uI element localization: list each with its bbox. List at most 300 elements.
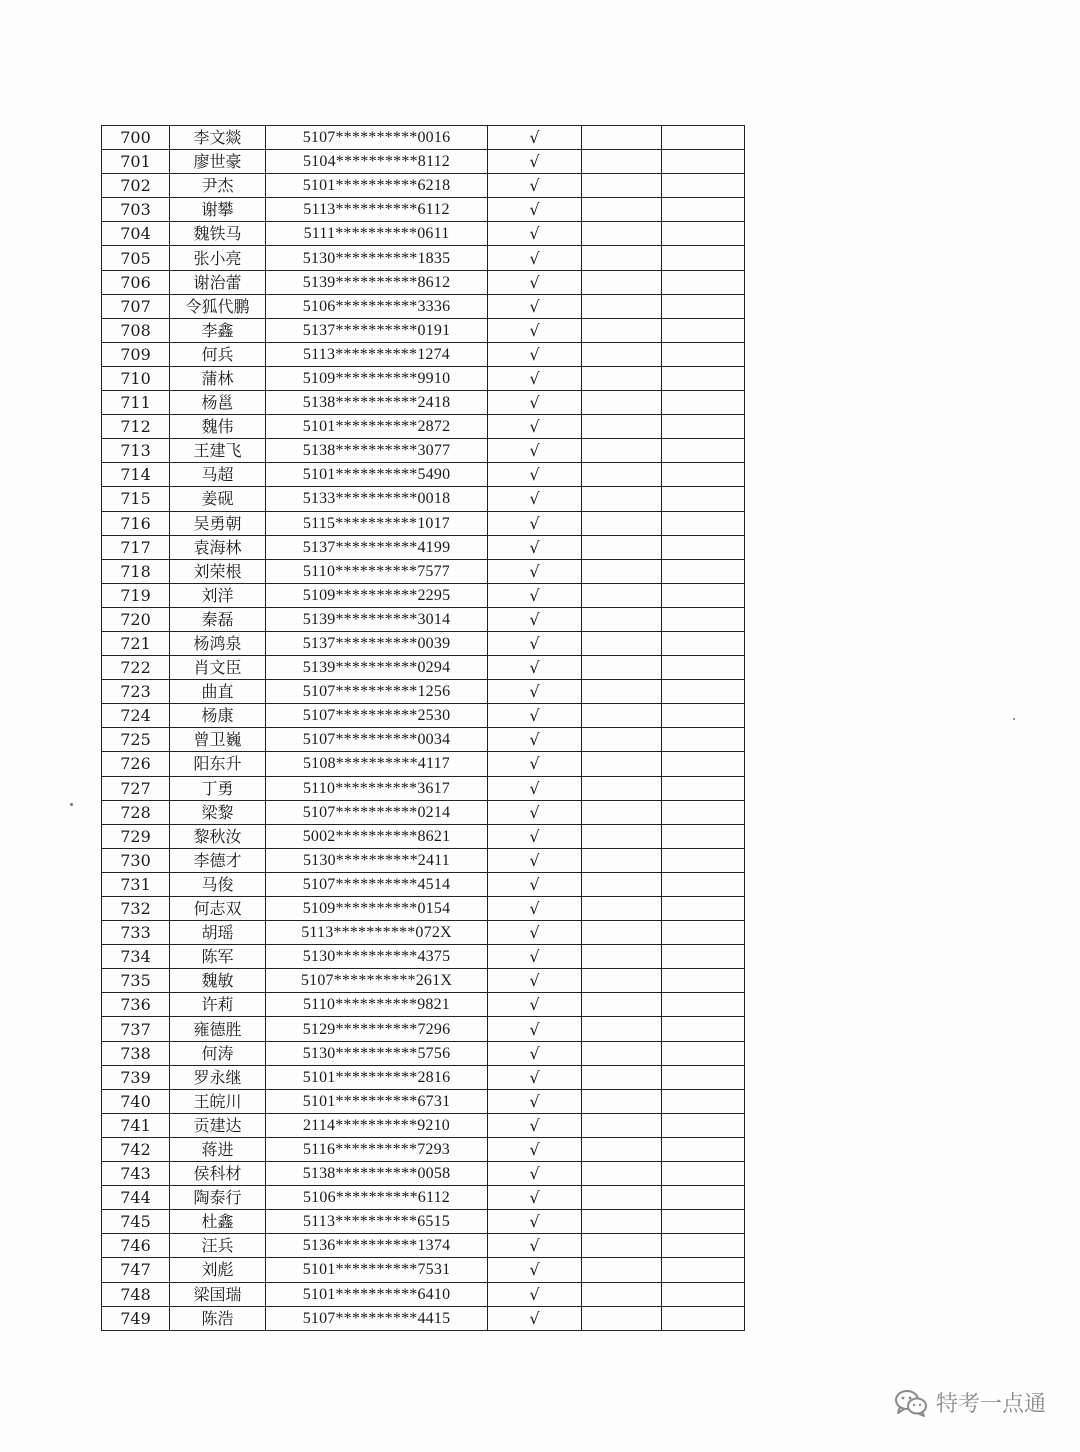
row-number: 707 (102, 294, 170, 318)
row-number: 736 (102, 993, 170, 1017)
row-number: 713 (102, 439, 170, 463)
table-row (102, 656, 745, 680)
row-number: 733 (102, 921, 170, 945)
table-row (102, 535, 745, 559)
id-number: 5130**********4375 (266, 945, 488, 969)
empty-cell (582, 921, 662, 945)
empty-cell (582, 1234, 662, 1258)
candidate-name: 谢攀 (170, 198, 266, 222)
check-mark: √ (488, 1065, 582, 1089)
check-mark: √ (488, 511, 582, 535)
check-mark: √ (488, 487, 582, 511)
empty-cell (582, 848, 662, 872)
table-row (102, 993, 745, 1017)
empty-cell (662, 1113, 745, 1137)
check-mark: √ (488, 366, 582, 390)
empty-cell (662, 222, 745, 246)
id-number: 5002**********8621 (266, 824, 488, 848)
empty-cell (582, 728, 662, 752)
table-row (102, 848, 745, 872)
candidate-name: 杨康 (170, 704, 266, 728)
check-mark: √ (488, 559, 582, 583)
table-row (102, 366, 745, 390)
id-number: 5106**********6112 (266, 1186, 488, 1210)
empty-cell (582, 583, 662, 607)
id-number: 5101**********7531 (266, 1258, 488, 1282)
candidate-name: 何志双 (170, 897, 266, 921)
empty-cell (662, 704, 745, 728)
check-mark: √ (488, 848, 582, 872)
id-number: 5110**********9821 (266, 993, 488, 1017)
id-number: 5138**********2418 (266, 391, 488, 415)
candidate-name: 何涛 (170, 1041, 266, 1065)
table-row (102, 511, 745, 535)
id-number: 5107**********0214 (266, 800, 488, 824)
empty-cell (662, 126, 745, 150)
empty-cell (582, 1258, 662, 1282)
check-mark: √ (488, 535, 582, 559)
empty-cell (582, 1089, 662, 1113)
id-number: 5109**********0154 (266, 897, 488, 921)
check-mark: √ (488, 294, 582, 318)
candidate-name: 丁勇 (170, 776, 266, 800)
candidate-name: 蒲林 (170, 366, 266, 390)
check-mark: √ (488, 872, 582, 896)
id-number: 5107**********2530 (266, 704, 488, 728)
row-number: 748 (102, 1282, 170, 1306)
id-number: 5139**********8612 (266, 270, 488, 294)
table-row (102, 246, 745, 270)
row-number: 745 (102, 1210, 170, 1234)
row-number: 732 (102, 897, 170, 921)
empty-cell (582, 1210, 662, 1234)
empty-cell (662, 1210, 745, 1234)
row-number: 716 (102, 511, 170, 535)
row-number: 719 (102, 583, 170, 607)
id-number: 5133**********0018 (266, 487, 488, 511)
check-mark: √ (488, 631, 582, 655)
candidate-name: 刘荣根 (170, 559, 266, 583)
empty-cell (582, 945, 662, 969)
row-number: 746 (102, 1234, 170, 1258)
candidate-table (101, 125, 745, 1331)
check-mark: √ (488, 800, 582, 824)
check-mark: √ (488, 270, 582, 294)
empty-cell (582, 607, 662, 631)
row-number: 722 (102, 656, 170, 680)
scan-speck (70, 803, 73, 806)
candidate-name: 魏敏 (170, 969, 266, 993)
row-number: 737 (102, 1017, 170, 1041)
id-number: 5101**********2816 (266, 1065, 488, 1089)
empty-cell (582, 656, 662, 680)
check-mark: √ (488, 752, 582, 776)
id-number: 5110**********7577 (266, 559, 488, 583)
check-mark: √ (488, 1234, 582, 1258)
check-mark: √ (488, 1113, 582, 1137)
id-number: 5101**********2872 (266, 415, 488, 439)
candidate-name: 曲直 (170, 680, 266, 704)
check-mark: √ (488, 680, 582, 704)
table-row (102, 704, 745, 728)
empty-cell (582, 1306, 662, 1330)
row-number: 724 (102, 704, 170, 728)
row-number: 711 (102, 391, 170, 415)
id-number: 5107**********4415 (266, 1306, 488, 1330)
empty-cell (662, 1089, 745, 1113)
candidate-name: 黎秋汝 (170, 824, 266, 848)
row-number: 718 (102, 559, 170, 583)
id-number: 5130**********1835 (266, 246, 488, 270)
empty-cell (662, 1137, 745, 1161)
row-number: 715 (102, 487, 170, 511)
check-mark: √ (488, 463, 582, 487)
empty-cell (662, 1017, 745, 1041)
row-number: 723 (102, 680, 170, 704)
row-number: 735 (102, 969, 170, 993)
id-number: 5108**********4117 (266, 752, 488, 776)
row-number: 705 (102, 246, 170, 270)
candidate-name: 梁黎 (170, 800, 266, 824)
id-number: 5136**********1374 (266, 1234, 488, 1258)
candidate-name: 罗永继 (170, 1065, 266, 1089)
empty-cell (582, 174, 662, 198)
check-mark: √ (488, 704, 582, 728)
table-row (102, 872, 745, 896)
empty-cell (582, 1186, 662, 1210)
candidate-name: 李鑫 (170, 318, 266, 342)
candidate-name: 蒋进 (170, 1137, 266, 1161)
row-number: 741 (102, 1113, 170, 1137)
empty-cell (662, 969, 745, 993)
empty-cell (662, 366, 745, 390)
empty-cell (582, 222, 662, 246)
check-mark: √ (488, 391, 582, 415)
check-mark: √ (488, 945, 582, 969)
id-number: 5113**********1274 (266, 342, 488, 366)
candidate-name: 秦磊 (170, 607, 266, 631)
empty-cell (662, 246, 745, 270)
row-number: 725 (102, 728, 170, 752)
candidate-name: 何兵 (170, 342, 266, 366)
table-row (102, 1258, 745, 1282)
empty-cell (662, 1065, 745, 1089)
check-mark: √ (488, 1306, 582, 1330)
empty-cell (662, 824, 745, 848)
row-number: 704 (102, 222, 170, 246)
empty-cell (582, 1017, 662, 1041)
table-row (102, 1041, 745, 1065)
row-number: 709 (102, 342, 170, 366)
empty-cell (582, 993, 662, 1017)
id-number: 5138**********3077 (266, 439, 488, 463)
check-mark: √ (488, 150, 582, 174)
empty-cell (582, 1065, 662, 1089)
candidate-name: 杨邕 (170, 391, 266, 415)
check-mark: √ (488, 415, 582, 439)
table-row (102, 752, 745, 776)
row-number: 747 (102, 1258, 170, 1282)
empty-cell (582, 1041, 662, 1065)
id-number: 5101**********5490 (266, 463, 488, 487)
candidate-name: 王皖川 (170, 1089, 266, 1113)
empty-cell (662, 583, 745, 607)
empty-cell (662, 150, 745, 174)
id-number: 5104**********8112 (266, 150, 488, 174)
id-number: 5129**********7296 (266, 1017, 488, 1041)
row-number: 712 (102, 415, 170, 439)
table-row (102, 294, 745, 318)
table-row (102, 1137, 745, 1161)
table-row (102, 126, 745, 150)
empty-cell (662, 1162, 745, 1186)
candidate-name: 王建飞 (170, 439, 266, 463)
check-mark: √ (488, 1017, 582, 1041)
empty-cell (582, 439, 662, 463)
table-row (102, 222, 745, 246)
empty-cell (662, 728, 745, 752)
table-row (102, 897, 745, 921)
empty-cell (662, 848, 745, 872)
check-mark: √ (488, 607, 582, 631)
id-number: 5115**********1017 (266, 511, 488, 535)
id-number: 2114**********9210 (266, 1113, 488, 1137)
table-row (102, 1017, 745, 1041)
table-row (102, 1306, 745, 1330)
empty-cell (662, 511, 745, 535)
check-mark: √ (488, 1162, 582, 1186)
wechat-icon (894, 1388, 928, 1418)
check-mark: √ (488, 342, 582, 366)
id-number: 5137**********0039 (266, 631, 488, 655)
table-row (102, 583, 745, 607)
candidate-name: 李德才 (170, 848, 266, 872)
empty-cell (662, 607, 745, 631)
empty-cell (662, 993, 745, 1017)
empty-cell (582, 872, 662, 896)
candidate-name: 雍德胜 (170, 1017, 266, 1041)
row-number: 700 (102, 126, 170, 150)
empty-cell (582, 342, 662, 366)
empty-cell (662, 752, 745, 776)
check-mark: √ (488, 897, 582, 921)
row-number: 728 (102, 800, 170, 824)
empty-cell (582, 246, 662, 270)
check-mark: √ (488, 583, 582, 607)
check-mark: √ (488, 318, 582, 342)
row-number: 717 (102, 535, 170, 559)
check-mark: √ (488, 174, 582, 198)
row-number: 731 (102, 872, 170, 896)
empty-cell (662, 945, 745, 969)
empty-cell (662, 1041, 745, 1065)
empty-cell (582, 776, 662, 800)
candidate-name: 尹杰 (170, 174, 266, 198)
empty-cell (662, 270, 745, 294)
row-number: 729 (102, 824, 170, 848)
empty-cell (662, 415, 745, 439)
table-row (102, 776, 745, 800)
empty-cell (582, 969, 662, 993)
candidate-name: 贡建达 (170, 1113, 266, 1137)
watermark (894, 1387, 1046, 1418)
table-row (102, 680, 745, 704)
candidate-table-body (102, 126, 745, 1331)
id-number: 5113**********072X (266, 921, 488, 945)
candidate-name: 侯科材 (170, 1162, 266, 1186)
row-number: 727 (102, 776, 170, 800)
empty-cell (582, 318, 662, 342)
row-number: 726 (102, 752, 170, 776)
row-number: 744 (102, 1186, 170, 1210)
check-mark: √ (488, 656, 582, 680)
id-number: 5137**********4199 (266, 535, 488, 559)
empty-cell (582, 487, 662, 511)
empty-cell (582, 535, 662, 559)
candidate-name: 马俊 (170, 872, 266, 896)
empty-cell (662, 680, 745, 704)
table-row (102, 1234, 745, 1258)
candidate-name: 陈军 (170, 945, 266, 969)
candidate-name: 胡瑶 (170, 921, 266, 945)
candidate-name: 陶泰行 (170, 1186, 266, 1210)
table-row (102, 342, 745, 366)
candidate-name: 吴勇朝 (170, 511, 266, 535)
id-number: 5137**********0191 (266, 318, 488, 342)
empty-cell (582, 511, 662, 535)
candidate-name: 阳东升 (170, 752, 266, 776)
row-number: 720 (102, 607, 170, 631)
table-row (102, 1089, 745, 1113)
empty-cell (582, 631, 662, 655)
id-number: 5130**********5756 (266, 1041, 488, 1065)
empty-cell (662, 318, 745, 342)
empty-cell (662, 487, 745, 511)
empty-cell (582, 415, 662, 439)
table-row (102, 1210, 745, 1234)
id-number: 5101**********6731 (266, 1089, 488, 1113)
candidate-name: 汪兵 (170, 1234, 266, 1258)
row-number: 701 (102, 150, 170, 174)
candidate-name: 李文燚 (170, 126, 266, 150)
empty-cell (662, 656, 745, 680)
candidate-name: 魏铁马 (170, 222, 266, 246)
empty-cell (662, 342, 745, 366)
id-number: 5139**********0294 (266, 656, 488, 680)
id-number: 5109**********9910 (266, 366, 488, 390)
id-number: 5107**********4514 (266, 872, 488, 896)
empty-cell (662, 463, 745, 487)
candidate-name: 袁海林 (170, 535, 266, 559)
candidate-name: 姜砚 (170, 487, 266, 511)
empty-cell (662, 776, 745, 800)
empty-cell (582, 680, 662, 704)
candidate-name: 陈浩 (170, 1306, 266, 1330)
table-row (102, 415, 745, 439)
row-number: 714 (102, 463, 170, 487)
table-row (102, 439, 745, 463)
table-row (102, 1186, 745, 1210)
empty-cell (582, 150, 662, 174)
empty-cell (582, 1282, 662, 1306)
table-row (102, 559, 745, 583)
table-row (102, 318, 745, 342)
table-row (102, 1065, 745, 1089)
table-row (102, 607, 745, 631)
id-number: 5130**********2411 (266, 848, 488, 872)
table-row (102, 270, 745, 294)
empty-cell (582, 559, 662, 583)
id-number: 5107**********1256 (266, 680, 488, 704)
candidate-name: 廖世豪 (170, 150, 266, 174)
empty-cell (582, 1137, 662, 1161)
id-number: 5106**********3336 (266, 294, 488, 318)
empty-cell (662, 294, 745, 318)
empty-cell (582, 366, 662, 390)
check-mark: √ (488, 222, 582, 246)
candidate-name: 刘彪 (170, 1258, 266, 1282)
empty-cell (662, 1234, 745, 1258)
candidate-name: 肖文臣 (170, 656, 266, 680)
check-mark: √ (488, 776, 582, 800)
table-row (102, 800, 745, 824)
id-number: 5101**********6410 (266, 1282, 488, 1306)
candidate-name: 梁国瑞 (170, 1282, 266, 1306)
row-number: 730 (102, 848, 170, 872)
table-row (102, 174, 745, 198)
id-number: 5113**********6112 (266, 198, 488, 222)
check-mark: √ (488, 246, 582, 270)
check-mark: √ (488, 198, 582, 222)
candidate-name: 刘洋 (170, 583, 266, 607)
table-row (102, 391, 745, 415)
row-number: 708 (102, 318, 170, 342)
table-row (102, 487, 745, 511)
check-mark: √ (488, 1258, 582, 1282)
empty-cell (662, 559, 745, 583)
empty-cell (662, 1258, 745, 1282)
empty-cell (662, 1186, 745, 1210)
empty-cell (662, 439, 745, 463)
check-mark: √ (488, 1041, 582, 1065)
empty-cell (582, 897, 662, 921)
check-mark: √ (488, 1089, 582, 1113)
empty-cell (582, 198, 662, 222)
check-mark: √ (488, 728, 582, 752)
empty-cell (582, 800, 662, 824)
row-number: 734 (102, 945, 170, 969)
check-mark: √ (488, 439, 582, 463)
check-mark: √ (488, 993, 582, 1017)
table-row (102, 945, 745, 969)
empty-cell (582, 294, 662, 318)
empty-cell (582, 391, 662, 415)
table-row (102, 1162, 745, 1186)
empty-cell (662, 535, 745, 559)
empty-cell (662, 174, 745, 198)
id-number: 5111**********0611 (266, 222, 488, 246)
check-mark: √ (488, 969, 582, 993)
empty-cell (582, 752, 662, 776)
candidate-name: 杨鸿泉 (170, 631, 266, 655)
candidate-name: 马超 (170, 463, 266, 487)
table-row (102, 921, 745, 945)
watermark-text: 特考一点通 (935, 1392, 1046, 1417)
row-number: 743 (102, 1162, 170, 1186)
row-number: 740 (102, 1089, 170, 1113)
empty-cell (662, 1282, 745, 1306)
candidate-name: 谢治蕾 (170, 270, 266, 294)
